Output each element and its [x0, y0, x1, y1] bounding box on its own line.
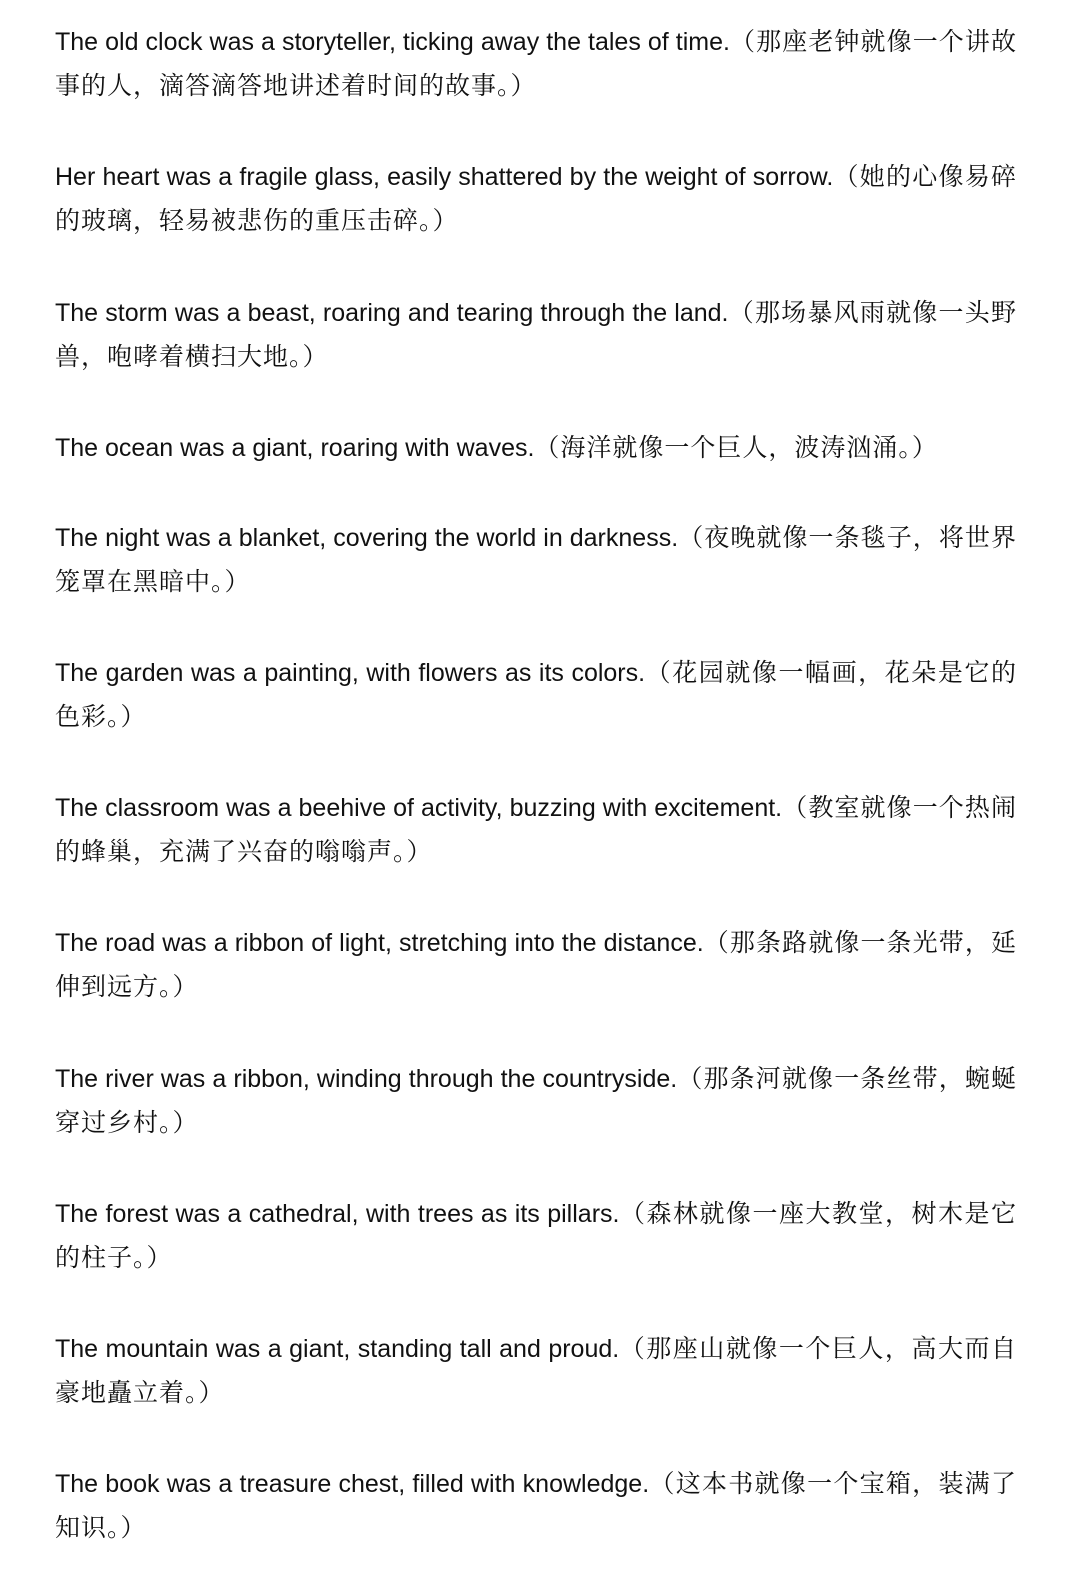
sentence-chinese: （那座老钟就像一个讲故事的人，滴答滴答地讲述着时间的故事。） [55, 27, 1017, 100]
sentence-chinese: （花园就像一幅画，花朵是它的色彩。） [55, 658, 1017, 731]
sentence-chinese: （她的心像易碎的玻璃，轻易被悲伤的重压击碎。） [55, 162, 1017, 235]
sentence-5 [55, 516, 1017, 604]
sentence-chinese: （那场暴风雨就像一头野兽，咆哮着横扫大地。） [55, 298, 1017, 371]
sentence-english: The mountain was a giant, standing tall and proud. [55, 1335, 620, 1363]
sentence-1 [55, 20, 1017, 108]
sentence-8 [55, 921, 1017, 1009]
sentence-english: The night was a blanket, covering the world in darkness. [55, 524, 679, 552]
sentence-6 [55, 651, 1017, 739]
sentence-chinese: （那座山就像一个巨人，高大而自豪地矗立着。） [55, 1334, 1017, 1407]
sentence-2 [55, 155, 1017, 243]
sentence-10 [55, 1192, 1017, 1280]
sentence-7 [55, 786, 1017, 874]
sentence-english: The old clock was a storyteller, ticking away the tales of time. [55, 28, 730, 56]
sentence-chinese: （那条河就像一条丝带，蜿蜒穿过乡村。） [55, 1064, 1017, 1137]
sentence-english: The forest was a cathedral, with trees as its pillars. [55, 1200, 620, 1228]
sentence-english: The ocean was a giant, roaring with waves. [55, 434, 535, 462]
sentence-4 [55, 426, 1017, 470]
sentence-chinese: （这本书就像一个宝箱，装满了知识。） [55, 1469, 1017, 1542]
sentence-english: Her heart was a fragile glass, easily shattered by the weight of sorrow. [55, 163, 834, 191]
sentence-12 [55, 1462, 1017, 1550]
sentence-chinese: （海洋就像一个巨人，波涛汹涌。） [534, 433, 938, 462]
sentence-11 [55, 1327, 1017, 1415]
sentence-english: The book was a treasure chest, filled with knowledge. [55, 1470, 650, 1498]
sentence-chinese: （那条路就像一条光带，延伸到远方。） [55, 928, 1017, 1001]
sentence-9 [55, 1057, 1017, 1145]
sentence-english: The storm was a beast, roaring and tearing through the land. [55, 299, 729, 327]
sentence-chinese: （教室就像一个热闹的蜂巢，充满了兴奋的嗡嗡声。） [55, 793, 1017, 866]
sentence-english: The garden was a painting, with flowers as its colors. [55, 659, 646, 687]
sentence-chinese: （夜晚就像一条毯子，将世界笼罩在黑暗中。） [55, 523, 1017, 596]
sentence-english: The river was a ribbon, winding through the countryside. [55, 1065, 678, 1093]
sentence-chinese: （森林就像一座大教堂，树木是它的柱子。） [55, 1199, 1017, 1272]
sentence-english: The classroom was a beehive of activity, buzzing with excitement. [55, 794, 783, 822]
sentence-english: The road was a ribbon of light, stretching into the distance. [55, 929, 704, 957]
sentence-3 [55, 291, 1017, 379]
